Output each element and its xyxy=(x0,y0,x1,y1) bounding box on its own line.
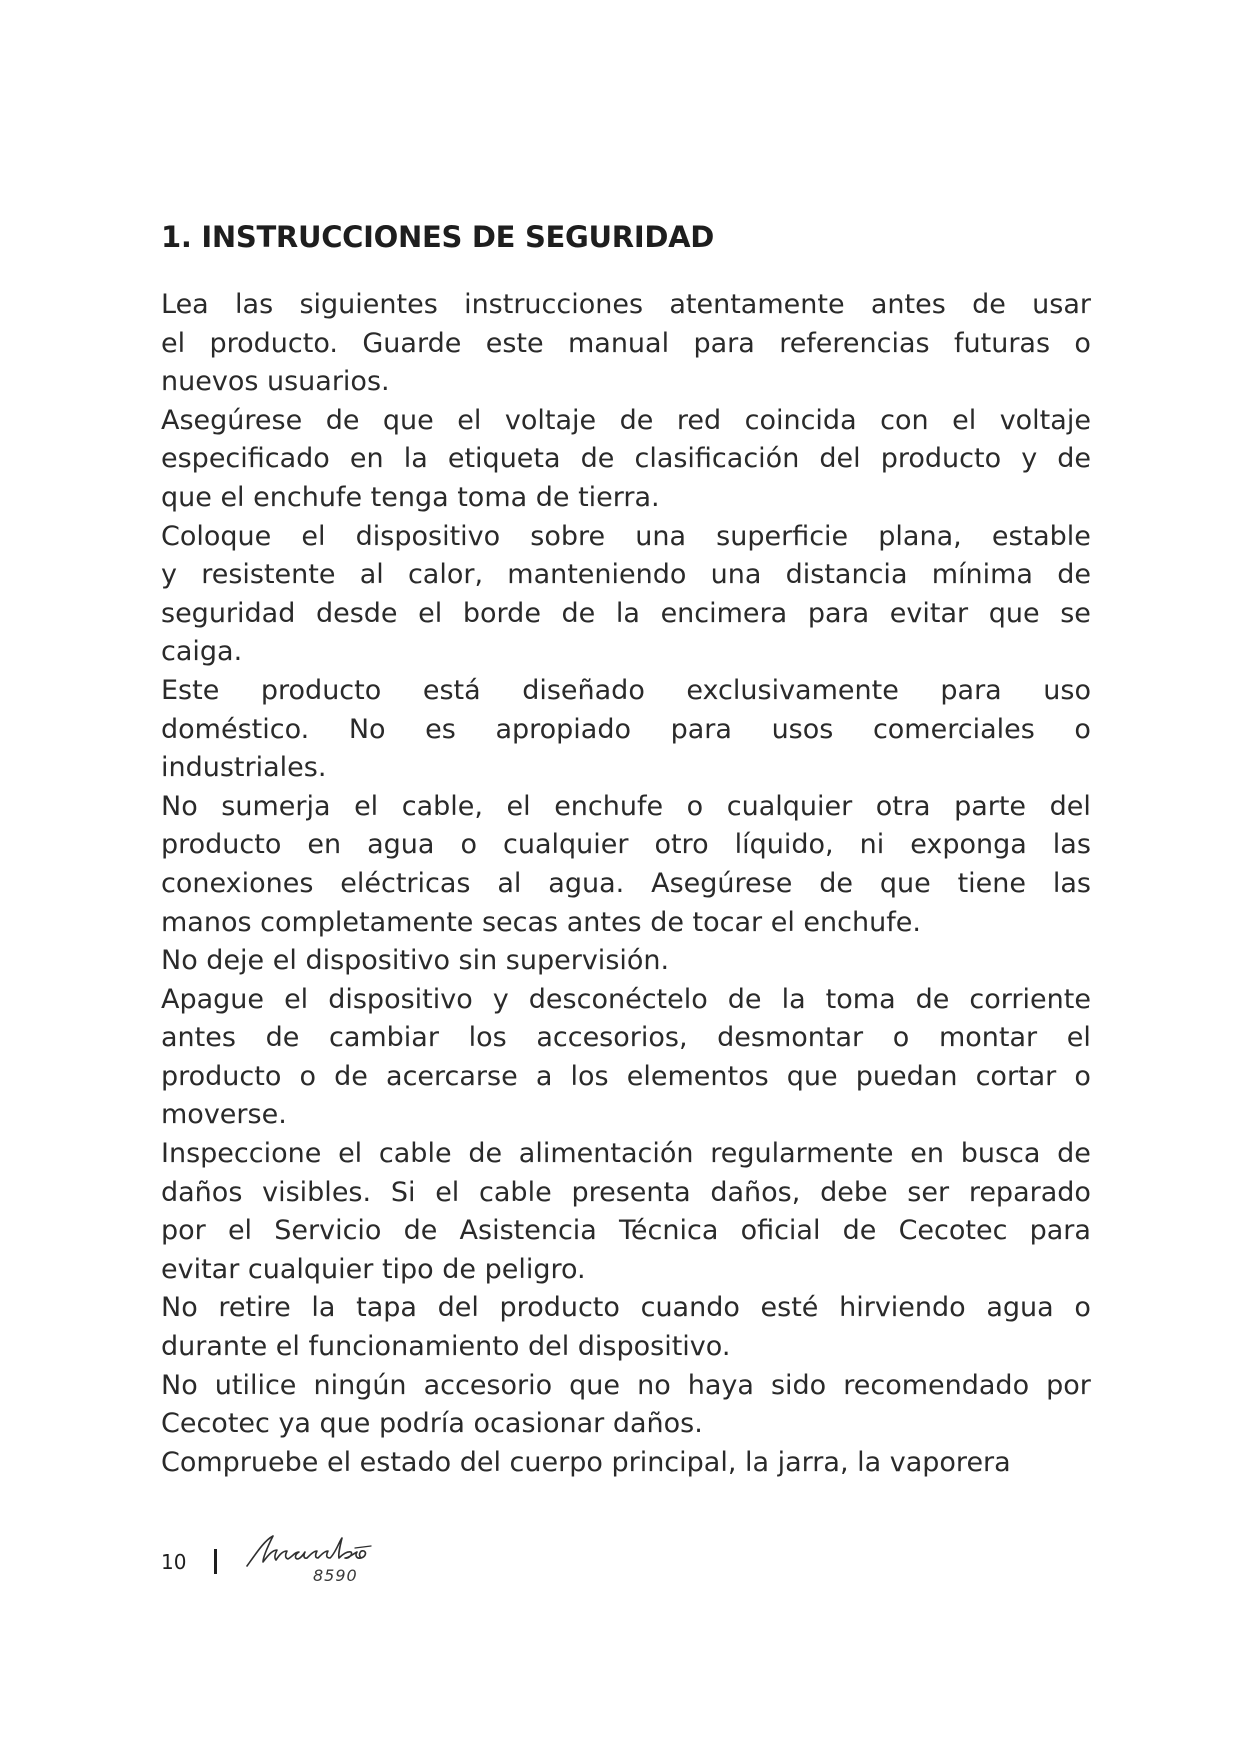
safety-instructions-text xyxy=(161,286,1091,1482)
text-line: y resistente al calor, manteniendo una distancia mínima de xyxy=(161,559,1091,591)
text-line: moverse. xyxy=(161,1099,287,1131)
text-line: producto o de acercarse a los elementos que puedan cortar o xyxy=(161,1060,1091,1092)
text-line: Inspeccione el cable de alimentación regularmente en busca de xyxy=(161,1138,1091,1170)
page-footer xyxy=(161,1532,461,1592)
text-line: Coloque el dispositivo sobre una superficie plana, estable xyxy=(161,520,1091,552)
text-line: manos completamente secas antes de tocar el enchufe. xyxy=(161,906,921,938)
text-line: que el enchufe tenga toma de tierra. xyxy=(161,481,660,513)
text-line: No sumerja el cable, el enchufe o cualquier otra parte del xyxy=(161,790,1091,822)
page-number: 10 xyxy=(161,1550,187,1574)
text-line: Apague el dispositivo y desconéctelo de la toma de corriente xyxy=(161,983,1091,1015)
text-line: industriales. xyxy=(161,752,327,784)
text-line: antes de cambiar los accesorios, desmontar o montar el xyxy=(161,1022,1091,1054)
text-line: Compruebe el estado del cuerpo principal, la jarra, la vaporera xyxy=(161,1446,1011,1478)
text-line: el producto. Guarde este manual para referencias futuras o xyxy=(161,327,1091,359)
text-line: conexiones eléctricas al agua. Asegúrese de que tiene las xyxy=(161,867,1091,899)
brand-model-number: 8590 xyxy=(313,1566,358,1585)
text-line: seguridad desde el borde de la encimera para evitar que se xyxy=(161,597,1091,629)
brand-logo xyxy=(243,1532,373,1590)
text-line: nuevos usuarios. xyxy=(161,366,390,398)
text-line: durante el funcionamiento del dispositivo. xyxy=(161,1331,731,1363)
text-line: por el Servicio de Asistencia Técnica oficial de Cecotec para xyxy=(161,1215,1091,1247)
text-line: Cecotec ya que podría ocasionar daños. xyxy=(161,1408,703,1440)
text-line: No utilice ningún accesorio que no haya sido recomendado por xyxy=(161,1369,1091,1401)
text-line: evitar cualquier tipo de peligro. xyxy=(161,1253,586,1285)
text-line: No retire la tapa del producto cuando esté hirviendo agua o xyxy=(161,1292,1091,1324)
text-line: Lea las siguientes instrucciones atentamente antes de usar xyxy=(161,289,1091,320)
text-line: caiga. xyxy=(161,636,243,668)
text-line: producto en agua o cualquier otro líquido, ni exponga las xyxy=(161,829,1091,861)
text-line: No deje el dispositivo sin supervisión. xyxy=(161,945,670,977)
text-line: doméstico. No es apropiado para usos comerciales o xyxy=(161,713,1091,745)
footer-divider xyxy=(214,1549,217,1574)
text-line: daños visibles. Si el cable presenta daños, debe ser reparado xyxy=(161,1176,1091,1208)
text-line: especificado en la etiqueta de clasificación del producto y de xyxy=(161,443,1091,475)
text-line: Asegúrese de que el voltaje de red coincida con el voltaje xyxy=(161,404,1091,436)
text-line: Este producto está diseñado exclusivamente para uso xyxy=(161,674,1091,706)
section-heading: 1. INSTRUCCIONES DE SEGURIDAD xyxy=(161,220,715,254)
